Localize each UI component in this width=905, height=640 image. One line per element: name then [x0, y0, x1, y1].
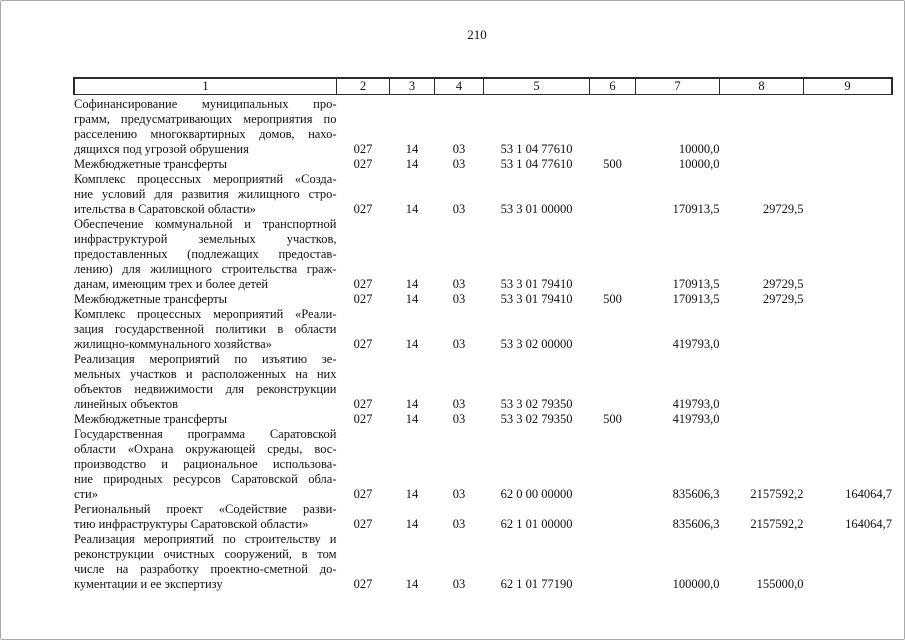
cell-col8	[720, 157, 804, 172]
cell-col5: 53 3 01 00000	[500, 202, 573, 216]
cell-col7: 170913,5	[672, 292, 720, 306]
table-row	[74, 502, 892, 532]
cell-col2: 027	[353, 157, 373, 171]
program-name-cell	[74, 307, 337, 352]
cell-col5: 53 3 02 79350	[500, 397, 573, 411]
program-name-line: Обеспечение коммунальной и транспортной	[74, 217, 337, 231]
table-body	[74, 95, 892, 593]
cell-col3: 14	[405, 142, 419, 156]
cell-col3: 14	[405, 412, 419, 426]
cell-col8: 2157592,2	[750, 487, 804, 501]
program-name-line: Софинансирование муниципальных про-	[74, 97, 337, 111]
cell-col3: 14	[405, 517, 419, 531]
cell-col5: 53 1 04 77610	[500, 157, 573, 171]
program-name-cell	[74, 172, 337, 217]
table-row	[74, 157, 892, 172]
table-row	[74, 412, 892, 427]
cell-col6	[590, 307, 636, 352]
cell-col2: 027	[353, 412, 373, 426]
cell-col5: 62 1 01 00000	[500, 517, 573, 531]
cell-col5: 62 0 00 00000	[500, 487, 573, 501]
cell-col3: 14	[405, 292, 419, 306]
cell-col7: 170913,5	[672, 202, 720, 216]
cell-col9: 164064,7	[845, 517, 892, 531]
cell-col8: 155000,0	[756, 577, 804, 591]
column-header-3: 3	[390, 78, 435, 95]
column-header-4: 4	[435, 78, 484, 95]
cell-col2: 027	[353, 142, 373, 156]
cell-col7: 419793,0	[672, 412, 720, 426]
table-row	[74, 532, 892, 592]
column-header-6: 6	[590, 78, 636, 95]
cell-col3: 14	[405, 397, 419, 411]
cell-col2: 027	[353, 202, 373, 216]
cell-col5: 53 3 01 79410	[500, 277, 573, 291]
program-name-cell	[74, 427, 337, 502]
program-name-line: производство и рациональное использова-	[74, 457, 337, 471]
cell-col8	[720, 95, 804, 158]
program-name-cell	[74, 502, 337, 532]
program-name-line: ние условий для развития жилищного стро-	[74, 187, 337, 201]
program-name-line: тию инфраструктуры Саратовской области»	[74, 517, 309, 531]
cell-col2: 027	[353, 292, 373, 306]
table-row	[74, 292, 892, 307]
cell-col5: 53 1 04 77610	[500, 142, 573, 156]
cell-col8	[720, 412, 804, 427]
cell-col8: 29729,5	[762, 202, 804, 216]
cell-col9	[804, 292, 893, 307]
table-row	[74, 427, 892, 502]
column-header-8: 8	[720, 78, 804, 95]
program-name-line: жилищно-коммунального хозяйства»	[74, 337, 272, 351]
cell-col6: 500	[603, 157, 622, 171]
program-name-line: Межбюджетные трансферты	[74, 412, 228, 426]
cell-col9	[804, 217, 893, 292]
program-name-cell	[74, 412, 337, 427]
cell-col7: 419793,0	[672, 337, 720, 351]
program-name-cell	[74, 532, 337, 592]
cell-col3: 14	[405, 337, 419, 351]
program-name-line: предоставленных (подлежащих предостав-	[74, 247, 337, 261]
cell-col2: 027	[353, 277, 373, 291]
cell-col5: 53 3 01 79410	[500, 292, 573, 306]
cell-col4: 03	[452, 517, 466, 531]
cell-col4: 03	[452, 142, 466, 156]
cell-col4: 03	[452, 157, 466, 171]
program-name-line: дящихся под угрозой обрушения	[74, 142, 249, 156]
program-name-line: зация государственной политики в области	[74, 322, 337, 336]
table-row	[74, 352, 892, 412]
cell-col7: 170913,5	[672, 277, 720, 291]
table-row	[74, 95, 892, 158]
program-name-cell	[74, 157, 337, 172]
cell-col6	[590, 532, 636, 592]
table-row	[74, 172, 892, 217]
program-name-line: Межбюджетные трансферты	[74, 157, 228, 171]
program-name-line: инфраструктурой земельных участков,	[74, 232, 337, 246]
program-name-line: ительства в Саратовской области»	[74, 202, 256, 216]
program-name-cell	[74, 292, 337, 307]
program-name-line: расселению многоквартирных домов, нахо-	[74, 127, 337, 141]
cell-col4: 03	[452, 277, 466, 291]
cell-col9	[804, 412, 893, 427]
table-header-row	[74, 78, 892, 95]
cell-col5: 53 3 02 79350	[500, 412, 573, 426]
cell-col6	[590, 427, 636, 502]
table-row	[74, 217, 892, 292]
cell-col8: 29729,5	[762, 292, 804, 306]
program-name-line: Реализация мероприятий по изъятию зе-	[74, 352, 337, 366]
cell-col4: 03	[452, 577, 466, 591]
cell-col8	[720, 307, 804, 352]
cell-col4: 03	[452, 337, 466, 351]
program-name-line: Реализация мероприятий по строительству и	[74, 532, 337, 546]
program-name-line: Государственная программа Саратовской	[74, 427, 337, 441]
page-number: 210	[467, 27, 487, 42]
column-header-1: 1	[74, 78, 337, 95]
cell-col6	[590, 172, 636, 217]
cell-col8: 2157592,2	[750, 517, 804, 531]
cell-col4: 03	[452, 397, 466, 411]
cell-col6	[590, 217, 636, 292]
cell-col7: 100000,0	[672, 577, 720, 591]
program-name-line: лению) для жилищного строительства граж-	[74, 262, 337, 276]
cell-col4: 03	[452, 202, 466, 216]
cell-col8	[720, 352, 804, 412]
program-name-line: Комплекс процессных мероприятий «Созда-	[74, 172, 337, 186]
cell-col9: 164064,7	[845, 487, 892, 501]
cell-col4: 03	[452, 487, 466, 501]
program-name-line: Межбюджетные трансферты	[74, 292, 228, 306]
cell-col3: 14	[405, 277, 419, 291]
cell-col4: 03	[452, 412, 466, 426]
cell-col9	[804, 307, 893, 352]
program-name-line: кументации и ее экспертизу	[74, 577, 223, 591]
cell-col2: 027	[353, 487, 373, 501]
cell-col2: 027	[353, 397, 373, 411]
column-header-9: 9	[804, 78, 893, 95]
cell-col3: 14	[405, 202, 419, 216]
program-name-line: Комплекс процессных мероприятий «Реали-	[74, 307, 337, 321]
cell-col2: 027	[353, 577, 373, 591]
cell-col5: 53 3 02 00000	[500, 337, 573, 351]
table-row	[74, 307, 892, 352]
program-name-line: данам, имеющим трех и более детей	[74, 277, 269, 291]
cell-col6	[590, 352, 636, 412]
cell-col2: 027	[353, 517, 373, 531]
program-name-cell	[74, 352, 337, 412]
program-name-cell	[74, 217, 337, 292]
program-name-line: Региональный проект «Содействие разви-	[74, 502, 337, 516]
cell-col3: 14	[405, 487, 419, 501]
program-name-line: линейных объектов	[74, 397, 178, 411]
cell-col4: 03	[452, 292, 466, 306]
program-name-line: числе на разработку проектно-сметной до-	[74, 562, 337, 576]
cell-col3: 14	[405, 577, 419, 591]
column-header-2: 2	[337, 78, 390, 95]
cell-col8: 29729,5	[762, 277, 804, 291]
cell-col6	[590, 95, 636, 158]
cell-col6	[590, 502, 636, 532]
column-header-7: 7	[636, 78, 720, 95]
cell-col2: 027	[353, 337, 373, 351]
cell-col7: 835606,3	[672, 517, 720, 531]
program-name-cell	[74, 95, 337, 158]
program-name-line: мельных участков и расположенных на них	[74, 367, 337, 381]
cell-col5: 62 1 01 77190	[500, 577, 573, 591]
cell-col7: 10000,0	[678, 142, 720, 156]
cell-col7: 10000,0	[678, 157, 720, 171]
cell-col6: 500	[603, 412, 622, 426]
program-name-line: области «Охрана окружающей среды, вос-	[74, 442, 337, 456]
cell-col6: 500	[603, 292, 622, 306]
cell-col9	[804, 157, 893, 172]
program-name-line: реконструкции очистных сооружений, в том	[74, 547, 337, 561]
program-name-line: ние природных ресурсов Саратовской обла-	[74, 472, 337, 486]
program-name-line: объектов недвижимости для реконструкции	[74, 382, 337, 396]
budget-table	[73, 77, 893, 592]
cell-col9	[804, 352, 893, 412]
column-header-5: 5	[484, 78, 590, 95]
cell-col9	[804, 172, 893, 217]
cell-col9	[804, 95, 893, 158]
cell-col7: 419793,0	[672, 397, 720, 411]
cell-col3: 14	[405, 157, 419, 171]
program-name-line: грамм, предусматривающих мероприятия по	[74, 112, 337, 126]
program-name-line: сти»	[74, 487, 98, 501]
cell-col7: 835606,3	[672, 487, 720, 501]
cell-col9	[804, 532, 893, 592]
